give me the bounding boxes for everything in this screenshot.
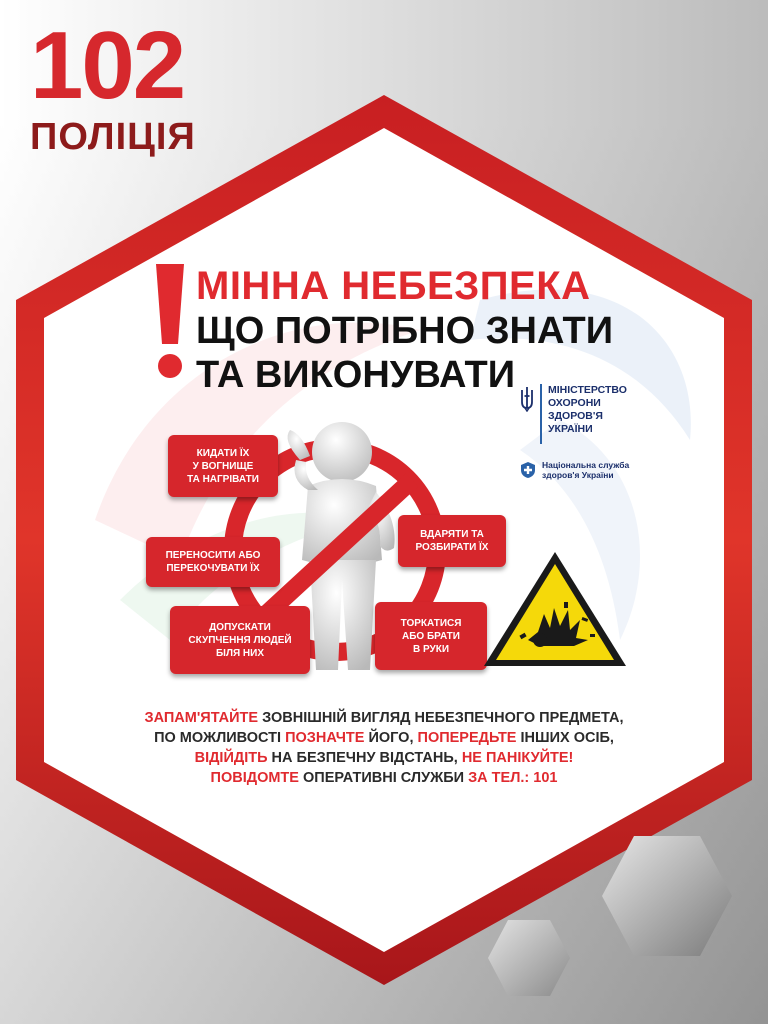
title-line-2: ЩО ПОТРІБНО ЗНАТИ: [196, 310, 614, 352]
title-line-1: МІННА НЕБЕЗПЕКА: [196, 264, 591, 308]
ministry-text: [548, 384, 627, 436]
instruction-text: ЗОВНІШНІЙ ВИГЛЯД НЕБЕЗПЕЧНОГО ПРЕДМЕТА,: [258, 710, 624, 726]
label-line: КИДАТИ ЇХ: [196, 447, 250, 459]
emergency-number: 102: [30, 12, 185, 119]
instruction-text: НА БЕЗПЕЧНУ ВІДСТАНЬ,: [267, 750, 462, 766]
instruction-text: ІНШИХ ОСІБ,: [516, 730, 614, 746]
instruction-line-1: [60, 708, 708, 728]
nszu-text: [542, 460, 629, 480]
emergency-number-block: [30, 12, 196, 158]
instruction-text: ЙОГО,: [364, 730, 418, 746]
label-line: В РУКИ: [412, 643, 450, 655]
label-line: ПЕРЕКОЧУВАТИ ЇХ: [166, 563, 260, 574]
instruction-highlight: ВІДІЙДІТЬ: [194, 750, 268, 766]
grey-hexagon-large: [600, 834, 734, 958]
ministry-text-line: МІНІСТЕРСТВО: [548, 384, 627, 396]
instruction-line-4: [60, 768, 708, 788]
instruction-highlight: ЗАПАМ'ЯТАЙТЕ: [144, 710, 259, 726]
label-line: АБО БРАТИ: [402, 630, 460, 642]
ministry-text-line: ЗДОРОВ'Я: [548, 410, 603, 422]
ministry-text-line: ОХОРОНИ: [548, 397, 601, 409]
nszu-text-line: Національна служба: [542, 460, 630, 470]
label-line: БІЛЯ НИХ: [215, 647, 265, 659]
instruction-highlight: ПОВІДОМТЕ: [210, 770, 299, 786]
label-line: ТА НАГРІВАТИ: [187, 473, 259, 485]
prohibition-label-fire: [168, 435, 278, 497]
nszu-text-line: здоров'я України: [542, 470, 614, 480]
instruction-highlight: ПОПЕРЕДЬТЕ: [417, 730, 517, 746]
prohibition-label-carry: [146, 537, 280, 587]
label-line: СКУПЧЕННЯ ЛЮДЕЙ: [188, 634, 292, 646]
instruction-highlight: ПОЗНАЧТЕ: [285, 730, 365, 746]
explosion-warning-icon: [480, 548, 630, 670]
label-line: ТОРКАТИСЯ: [400, 617, 462, 629]
grey-hexagon-small: [486, 918, 572, 998]
label-line: РОЗБИРАТИ ЇХ: [415, 542, 489, 553]
instruction-line-3: [60, 748, 708, 768]
label-line: У ВОГНИЩЕ: [192, 460, 254, 472]
label-line: ПЕРЕНОСИТИ АБО: [165, 550, 261, 561]
instruction-highlight: ЗА ТЕЛ.: 101: [468, 770, 558, 786]
ministry-divider: [540, 384, 542, 444]
health-shield-icon: [520, 461, 536, 479]
nszu-logo: [520, 460, 629, 480]
title-line-3: ТА ВИКОНУВАТИ: [196, 354, 516, 396]
instructions-text: [60, 708, 708, 788]
exclamation-icon: [152, 262, 188, 382]
instruction-line-2: [60, 728, 708, 748]
label-line: ДОПУСКАТИ: [209, 621, 271, 633]
instruction-highlight: НЕ ПАНІКУЙТЕ!: [461, 750, 574, 766]
prohibition-label-touch: [375, 602, 487, 670]
ministry-logo: [520, 384, 627, 444]
police-label: ПОЛІЦІЯ: [30, 116, 196, 158]
trident-icon: [520, 386, 534, 412]
prohibition-label-crowd: [170, 606, 310, 674]
instruction-text: ПО МОЖЛИВОСТІ: [154, 730, 286, 746]
ministry-text-line: УКРАЇНИ: [548, 423, 593, 435]
label-line: ВДАРЯТИ ТА: [420, 529, 484, 540]
instruction-text: ОПЕРАТИВНІ СЛУЖБИ: [298, 770, 469, 786]
